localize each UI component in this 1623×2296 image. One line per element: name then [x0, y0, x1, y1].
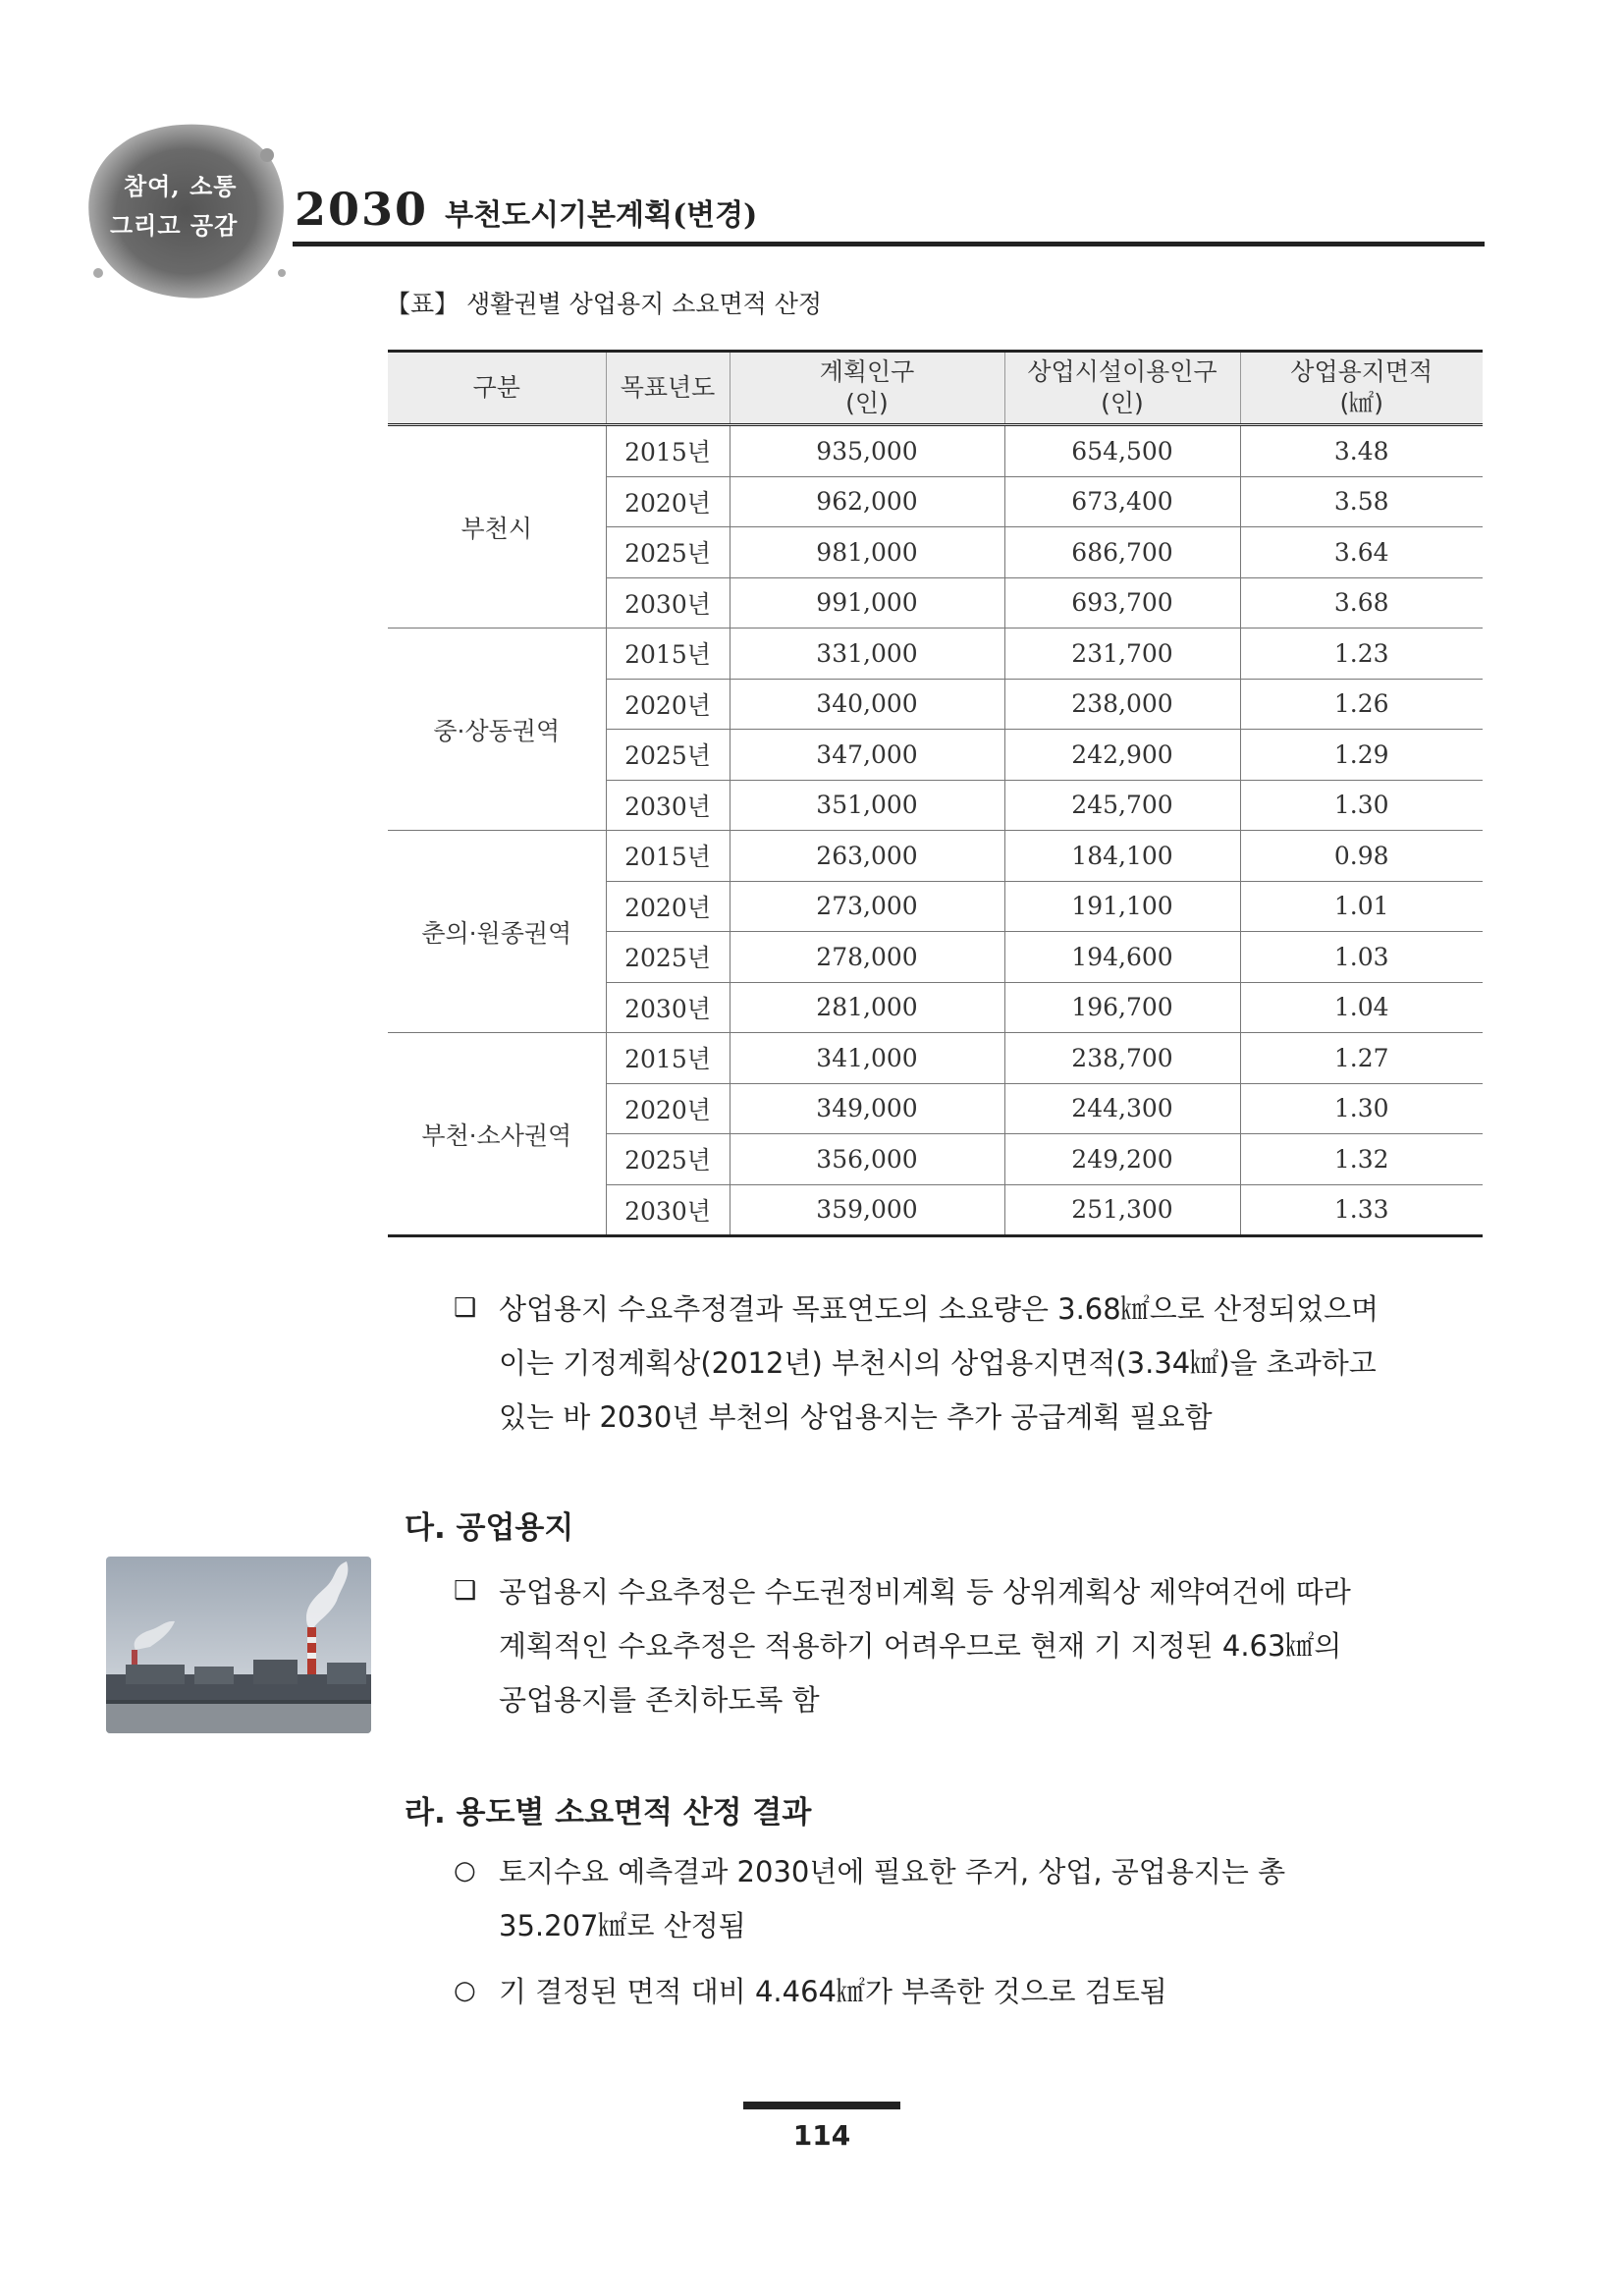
- users-cell: 238,700: [1004, 1033, 1240, 1084]
- area-cell: 1.23: [1240, 629, 1483, 680]
- users-cell: 194,600: [1004, 932, 1240, 983]
- table-header-row: [388, 352, 1483, 425]
- population-cell: 359,000: [730, 1184, 1004, 1236]
- year-cell: 2020년: [606, 1083, 730, 1134]
- area-cell: 1.30: [1240, 780, 1483, 831]
- commercial-note-line-2: 이는 기정계획상(2012년) 부천시의 상업용지면적(3.34㎢)을 초과하고: [499, 1346, 1377, 1380]
- population-cell: 962,000: [730, 476, 1004, 527]
- users-cell: 231,700: [1004, 629, 1240, 680]
- population-cell: 278,000: [730, 932, 1004, 983]
- users-cell: 249,200: [1004, 1134, 1240, 1185]
- industrial-text-line-2: 계획적인 수요추정은 적용하기 어려우므로 현재 기 지정된 4.63㎢의: [499, 1629, 1342, 1663]
- header-commercial-area: 상업용지면적 (㎢): [1240, 352, 1483, 425]
- users-cell: 686,700: [1004, 527, 1240, 578]
- users-cell: 184,100: [1004, 831, 1240, 882]
- population-cell: 991,000: [730, 577, 1004, 629]
- population-cell: 331,000: [730, 629, 1004, 680]
- table-caption: 【표】 생활권별 상업용지 소요면적 산정: [386, 290, 823, 318]
- users-cell: 244,300: [1004, 1083, 1240, 1134]
- year-cell: 2025년: [606, 730, 730, 781]
- square-bullet-icon: ❑: [454, 1576, 477, 1606]
- area-cell: 1.30: [1240, 1083, 1483, 1134]
- region-cell: 부천·소사권역: [388, 1033, 606, 1236]
- header-badge: [81, 116, 297, 312]
- page-number: 114: [792, 2119, 851, 2152]
- population-cell: 981,000: [730, 527, 1004, 578]
- area-cell: 0.98: [1240, 831, 1483, 882]
- badge-line-1: 참여, 소통: [124, 172, 238, 200]
- table-row: [388, 425, 1483, 477]
- document-title: [295, 183, 757, 236]
- result-item-1-line-2: 35.207㎢로 산정됨: [499, 1909, 746, 1942]
- year-cell: 2030년: [606, 982, 730, 1033]
- area-cell: 1.04: [1240, 982, 1483, 1033]
- commercial-land-table: [388, 350, 1483, 1237]
- population-cell: 341,000: [730, 1033, 1004, 1084]
- area-cell: 1.26: [1240, 679, 1483, 730]
- year-cell: 2025년: [606, 932, 730, 983]
- area-cell: 1.29: [1240, 730, 1483, 781]
- area-cell: 1.33: [1240, 1184, 1483, 1236]
- users-cell: 251,300: [1004, 1184, 1240, 1236]
- header-facility-users: 상업시설이용인구 (인): [1004, 352, 1240, 425]
- table-row: [388, 629, 1483, 680]
- circle-bullet-icon: ○: [454, 1856, 476, 1886]
- result-item-1-line-1: 토지수요 예측결과 2030년에 필요한 주거, 상업, 공업용지는 총: [499, 1855, 1286, 1888]
- industrial-text-line-1: 공업용지 수요추정은 수도권정비계획 등 상위계획상 제약여건에 따라: [499, 1575, 1351, 1609]
- population-cell: 340,000: [730, 679, 1004, 730]
- year-cell: 2030년: [606, 780, 730, 831]
- population-cell: 935,000: [730, 425, 1004, 477]
- users-cell: 238,000: [1004, 679, 1240, 730]
- factory-photo-icon: [106, 1557, 371, 1733]
- area-cell: 3.68: [1240, 577, 1483, 629]
- population-cell: 273,000: [730, 881, 1004, 932]
- population-cell: 347,000: [730, 730, 1004, 781]
- year-cell: 2015년: [606, 831, 730, 882]
- year-cell: 2020년: [606, 679, 730, 730]
- commercial-note-line-1: 상업용지 수요추정결과 목표연도의 소요량은 3.68㎢으로 산정되었으며: [499, 1292, 1380, 1326]
- users-cell: 196,700: [1004, 982, 1240, 1033]
- plan-year: 2030: [295, 183, 429, 236]
- area-cell: 1.01: [1240, 881, 1483, 932]
- area-cell: 1.27: [1240, 1033, 1483, 1084]
- year-cell: 2020년: [606, 476, 730, 527]
- commercial-note-line-3: 있는 바 2030년 부천의 상업용지는 추가 공급계획 필요함: [499, 1400, 1213, 1434]
- users-cell: 673,400: [1004, 476, 1240, 527]
- region-cell: 부천시: [388, 425, 606, 629]
- header-category: 구분: [388, 352, 606, 425]
- population-cell: 356,000: [730, 1134, 1004, 1185]
- page-number-bar: [743, 2102, 900, 2109]
- users-cell: 654,500: [1004, 425, 1240, 477]
- header-divider: [293, 242, 1485, 246]
- table-row: [388, 831, 1483, 882]
- region-cell: 중·상동권역: [388, 629, 606, 831]
- result-item-2: 기 결정된 면적 대비 4.464㎢가 부족한 것으로 검토됨: [499, 1975, 1167, 2008]
- badge-line-2: 그리고 공감: [110, 211, 239, 240]
- area-cell: 3.48: [1240, 425, 1483, 477]
- plan-name: 부천도시기본계획(변경): [445, 198, 758, 233]
- year-cell: 2025년: [606, 1134, 730, 1185]
- year-cell: 2015년: [606, 629, 730, 680]
- area-cell: 3.58: [1240, 476, 1483, 527]
- year-cell: 2025년: [606, 527, 730, 578]
- circle-bullet-icon: ○: [454, 1976, 476, 2005]
- year-cell: 2015년: [606, 1033, 730, 1084]
- users-cell: 245,700: [1004, 780, 1240, 831]
- users-cell: 242,900: [1004, 730, 1240, 781]
- year-cell: 2020년: [606, 881, 730, 932]
- industrial-photo: [106, 1557, 371, 1733]
- year-cell: 2030년: [606, 577, 730, 629]
- year-cell: 2030년: [606, 1184, 730, 1236]
- area-cell: 3.64: [1240, 527, 1483, 578]
- industrial-heading: 다. 공업용지: [405, 1510, 574, 1546]
- table-row: [388, 1033, 1483, 1084]
- population-cell: 349,000: [730, 1083, 1004, 1134]
- header-planned-population: 계획인구 (인): [730, 352, 1004, 425]
- population-cell: 263,000: [730, 831, 1004, 882]
- square-bullet-icon: ❑: [454, 1293, 477, 1323]
- users-cell: 693,700: [1004, 577, 1240, 629]
- header-target-year: 목표년도: [606, 352, 730, 425]
- population-cell: 351,000: [730, 780, 1004, 831]
- year-cell: 2015년: [606, 425, 730, 477]
- users-cell: 191,100: [1004, 881, 1240, 932]
- region-cell: 춘의·원종권역: [388, 831, 606, 1033]
- population-cell: 281,000: [730, 982, 1004, 1033]
- industrial-text-line-3: 공업용지를 존치하도록 함: [499, 1683, 820, 1717]
- area-cell: 1.32: [1240, 1134, 1483, 1185]
- area-cell: 1.03: [1240, 932, 1483, 983]
- result-heading: 라. 용도별 소요면적 산정 결과: [405, 1795, 812, 1831]
